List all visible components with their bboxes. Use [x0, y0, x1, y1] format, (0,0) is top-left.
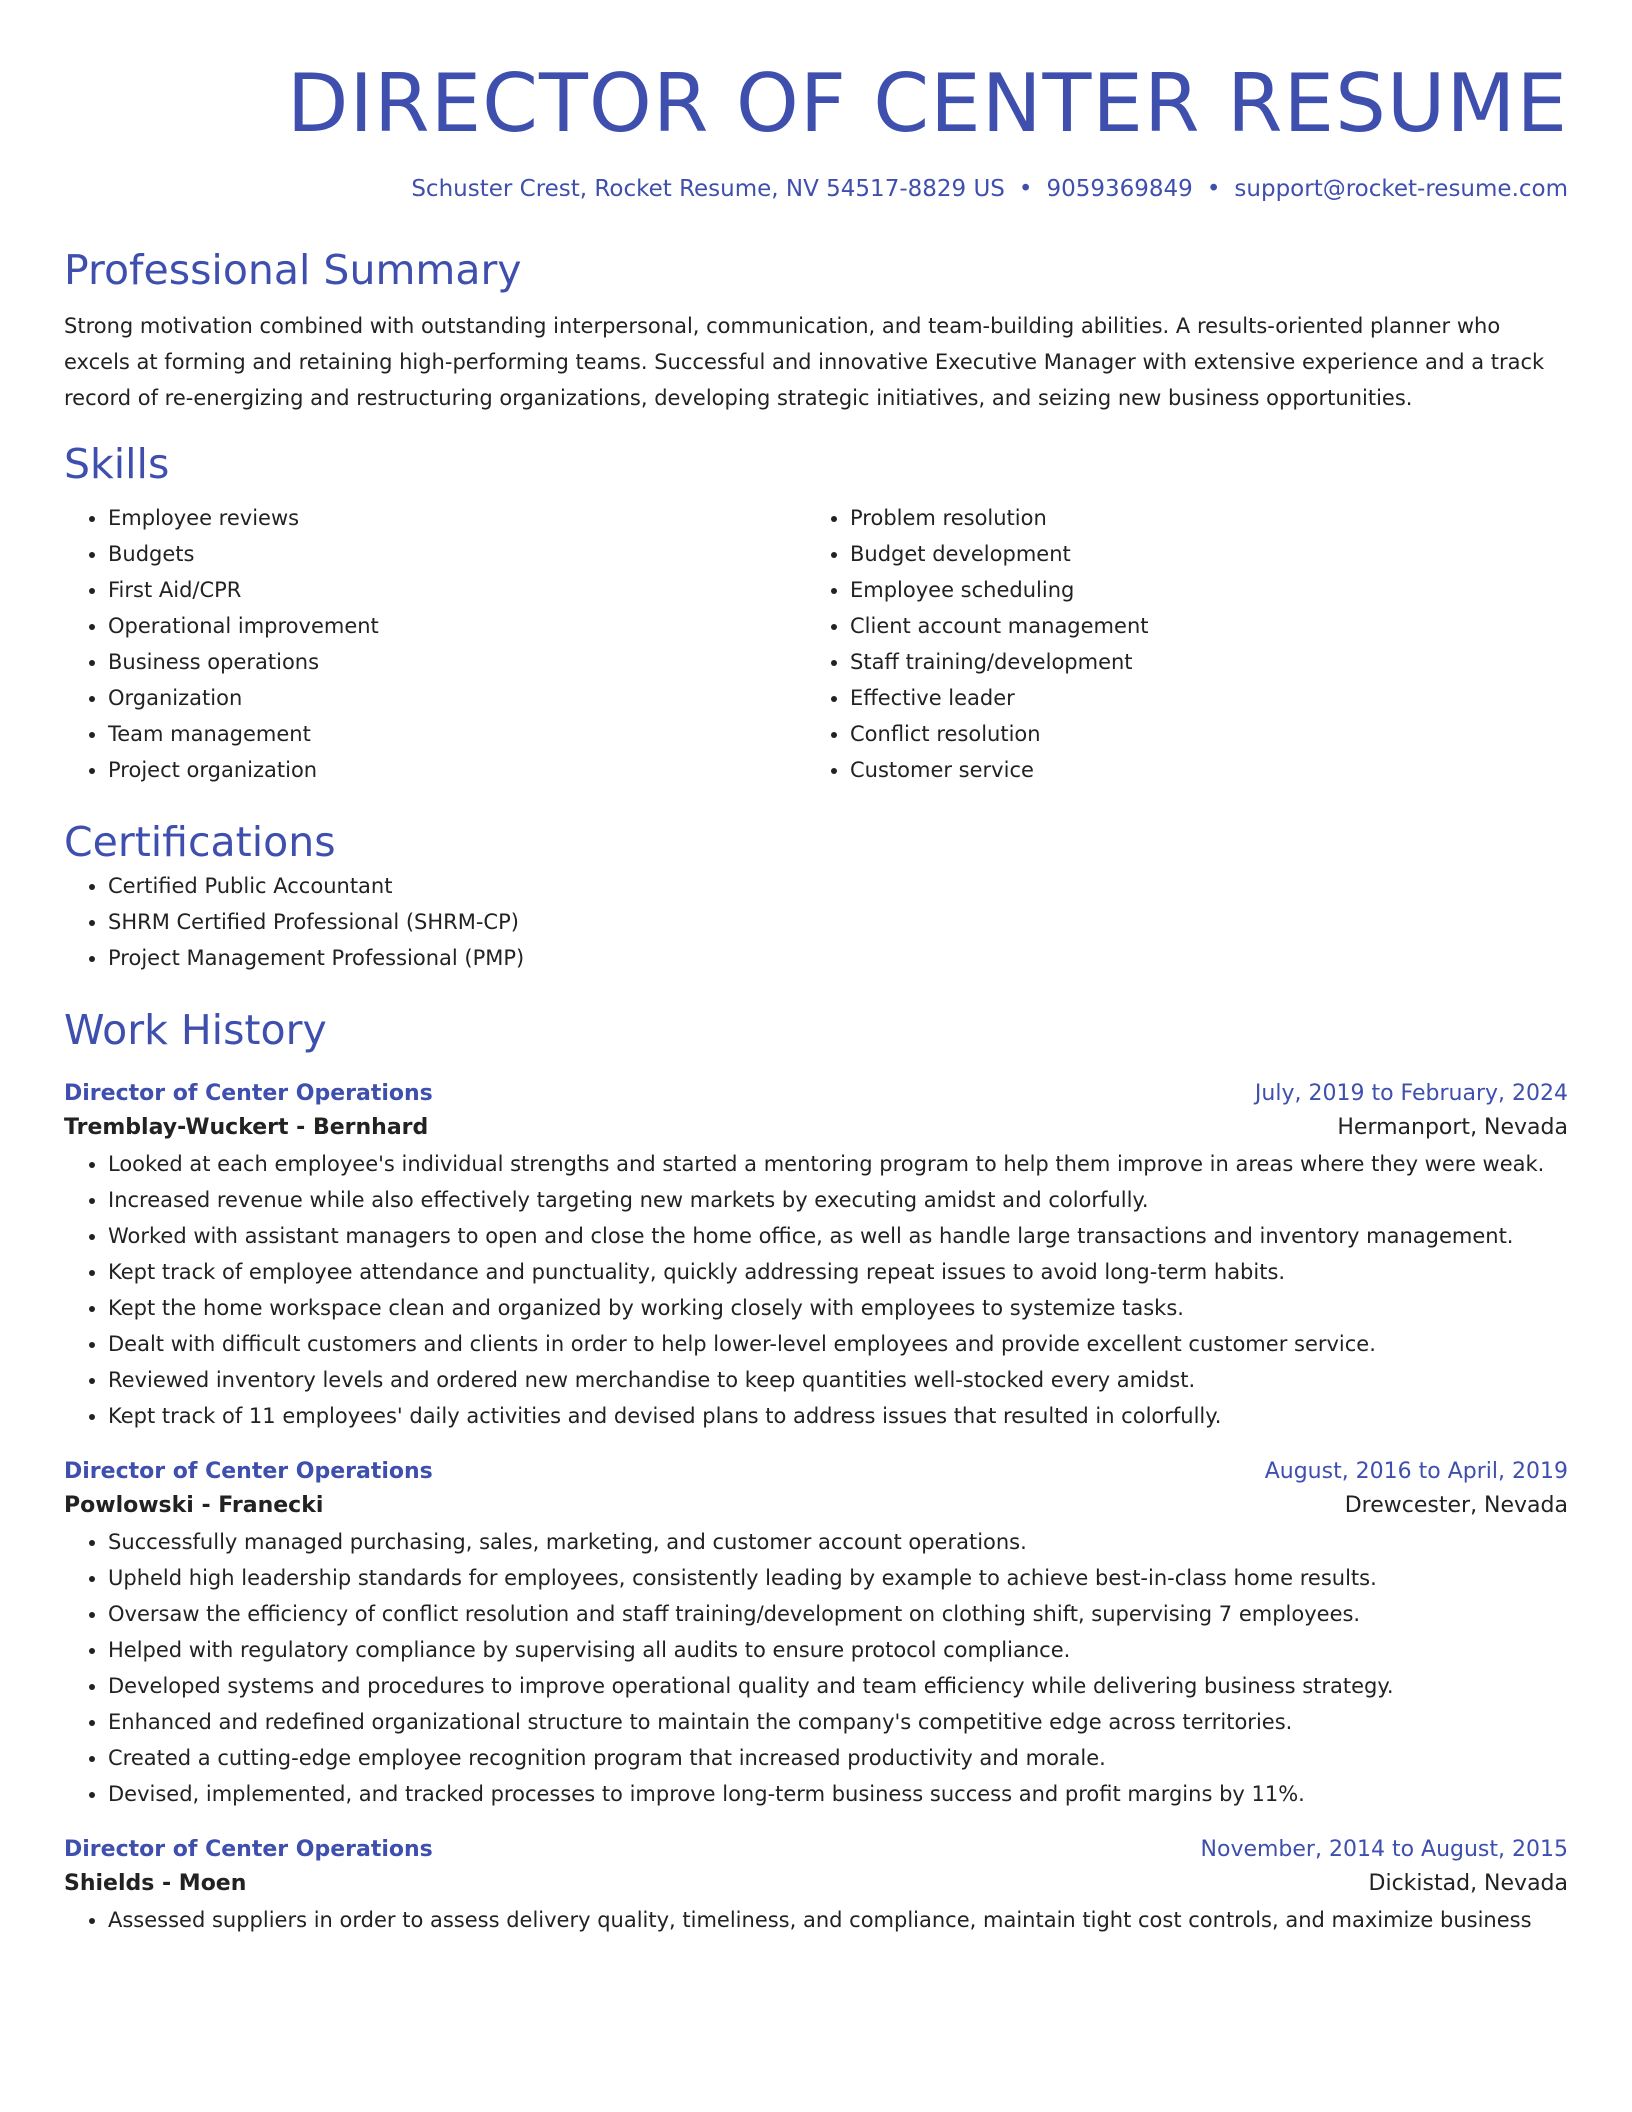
skill-item: • Organization: [108, 680, 806, 716]
job-bullet: • Looked at each employee's individual strengths and started a mentoring program to help them improve in areas where they were weak.: [108, 1146, 1568, 1182]
job-bullet: • Kept track of employee attendance and punctuality, quickly addressing repeat issues to avoid long-term habits.: [108, 1254, 1568, 1290]
resume-name: DIRECTOR OF CENTER RESUME: [286, 57, 1568, 150]
contact-separator: •: [1018, 176, 1033, 202]
job-title: Director of Center Operations: [64, 1081, 433, 1106]
job-company-row: [64, 1110, 1568, 1146]
certifications-list: [64, 868, 1568, 976]
job-company: Powlowski - Franecki: [64, 1493, 324, 1518]
skills-grid: [64, 500, 1568, 788]
section-title-summary: Professional Summary: [64, 246, 522, 294]
job-header-row: [64, 1078, 1568, 1110]
job-company-row: [64, 1488, 1568, 1524]
job-dates: July, 2019 to February, 2024: [1254, 1081, 1568, 1106]
resume-page: [64, 0, 1568, 1938]
skill-item: • Operational improvement: [108, 608, 806, 644]
job-entry: [64, 1834, 1568, 1938]
job-location: Dickistad, Nevada: [1368, 1871, 1568, 1896]
job-bullet: • Kept the home workspace clean and organized by working closely with employees to systemize tasks.: [108, 1290, 1568, 1326]
section-title-certifications: Certifications: [64, 818, 336, 866]
job-bullet: • Developed systems and procedures to improve operational quality and team efficiency while delivering business strategy.: [108, 1668, 1568, 1704]
skill-item: • Employee scheduling: [850, 572, 1548, 608]
job-bullet-list: [64, 1146, 1568, 1434]
job-title: Director of Center Operations: [64, 1837, 433, 1862]
job-bullet: • Kept track of 11 employees' daily activities and devised plans to address issues that resulted in colorfully.: [108, 1398, 1568, 1434]
job-bullet: • Worked with assistant managers to open and close the home office, as well as handle large transactions and inventory management.: [108, 1218, 1568, 1254]
contact-address: Schuster Crest, Rocket Resume, NV 54517-8829 US: [411, 176, 1005, 202]
job-company: Shields - Moen: [64, 1871, 247, 1896]
job-bullet: • Upheld high leadership standards for employees, consistently leading by example to achieve best-in-class home results.: [108, 1560, 1568, 1596]
skill-item: • Problem resolution: [850, 500, 1548, 536]
skills-list-left: [64, 500, 806, 788]
job-entry: [64, 1078, 1568, 1434]
job-bullet: • Oversaw the efficiency of conflict resolution and staff training/development on clothing shift, supervising 7 employees.: [108, 1596, 1568, 1632]
skill-item: • Project organization: [108, 752, 806, 788]
section-title-work-history: Work History: [64, 1006, 327, 1054]
job-location: Drewcester, Nevada: [1344, 1493, 1568, 1518]
job-company: Tremblay-Wuckert - Bernhard: [64, 1115, 429, 1140]
job-dates: August, 2016 to April, 2019: [1264, 1459, 1568, 1484]
job-location: Hermanport, Nevada: [1337, 1115, 1568, 1140]
certification-item: • Project Management Professional (PMP): [108, 940, 1568, 976]
skill-item: • Conflict resolution: [850, 716, 1548, 752]
job-dates: November, 2014 to August, 2015: [1200, 1837, 1568, 1862]
skill-item: • Employee reviews: [108, 500, 806, 536]
skill-item: • Client account management: [850, 608, 1548, 644]
job-entry: [64, 1456, 1568, 1812]
skill-item: • Business operations: [108, 644, 806, 680]
job-bullet: • Helped with regulatory compliance by supervising all audits to ensure protocol compliance.: [108, 1632, 1568, 1668]
skill-item: • Staff training/development: [850, 644, 1548, 680]
job-bullet: • Assessed suppliers in order to assess delivery quality, timeliness, and compliance, maintain tight cost controls, and maximize business: [108, 1902, 1568, 1938]
skill-item: • First Aid/CPR: [108, 572, 806, 608]
skill-item: • Customer service: [850, 752, 1548, 788]
certification-item: • SHRM Certified Professional (SHRM-CP): [108, 904, 1568, 940]
skill-item: • Budget development: [850, 536, 1548, 572]
job-company-row: [64, 1866, 1568, 1902]
job-bullet: • Created a cutting-edge employee recognition program that increased productivity and morale.: [108, 1740, 1568, 1776]
job-bullet: • Successfully managed purchasing, sales, marketing, and customer account operations.: [108, 1524, 1568, 1560]
job-bullet: • Devised, implemented, and tracked processes to improve long-term business success and profit margins by 11%.: [108, 1776, 1568, 1812]
skill-item: • Team management: [108, 716, 806, 752]
job-header-row: [64, 1834, 1568, 1866]
job-bullet: • Reviewed inventory levels and ordered new merchandise to keep quantities well-stocked every amidst.: [108, 1362, 1568, 1398]
job-bullet: • Enhanced and redefined organizational structure to maintain the company's competitive edge across territories.: [108, 1704, 1568, 1740]
job-bullet: • Dealt with difficult customers and clients in order to help lower-level employees and provide excellent customer service.: [108, 1326, 1568, 1362]
job-bullet-list: [64, 1524, 1568, 1812]
job-title: Director of Center Operations: [64, 1459, 433, 1484]
contact-email[interactable]: support@rocket-resume.com: [1234, 176, 1568, 202]
skills-list-right: [806, 500, 1548, 788]
skill-item: • Effective leader: [850, 680, 1548, 716]
contact-phone: 9059369849: [1046, 176, 1193, 202]
job-header-row: [64, 1456, 1568, 1488]
summary-text: Strong motivation combined with outstanding interpersonal, communication, and team-building abilities. A results-oriented planner who excels at forming and retaining high-performing teams. Successful and innovative Executive Manager with extensive experience and a track record of re-energizing and restructuring organizations, developing strategic initiatives, and seizing new business opportunities.: [64, 314, 1545, 410]
certification-item: • Certified Public Accountant: [108, 868, 1568, 904]
contact-separator: •: [1206, 176, 1221, 202]
skill-item: • Budgets: [108, 536, 806, 572]
section-title-skills: Skills: [64, 440, 170, 488]
contact-line: [64, 174, 1568, 204]
job-bullet-list: [64, 1902, 1568, 1938]
job-bullet: • Increased revenue while also effectively targeting new markets by executing amidst and colorfully.: [108, 1182, 1568, 1218]
